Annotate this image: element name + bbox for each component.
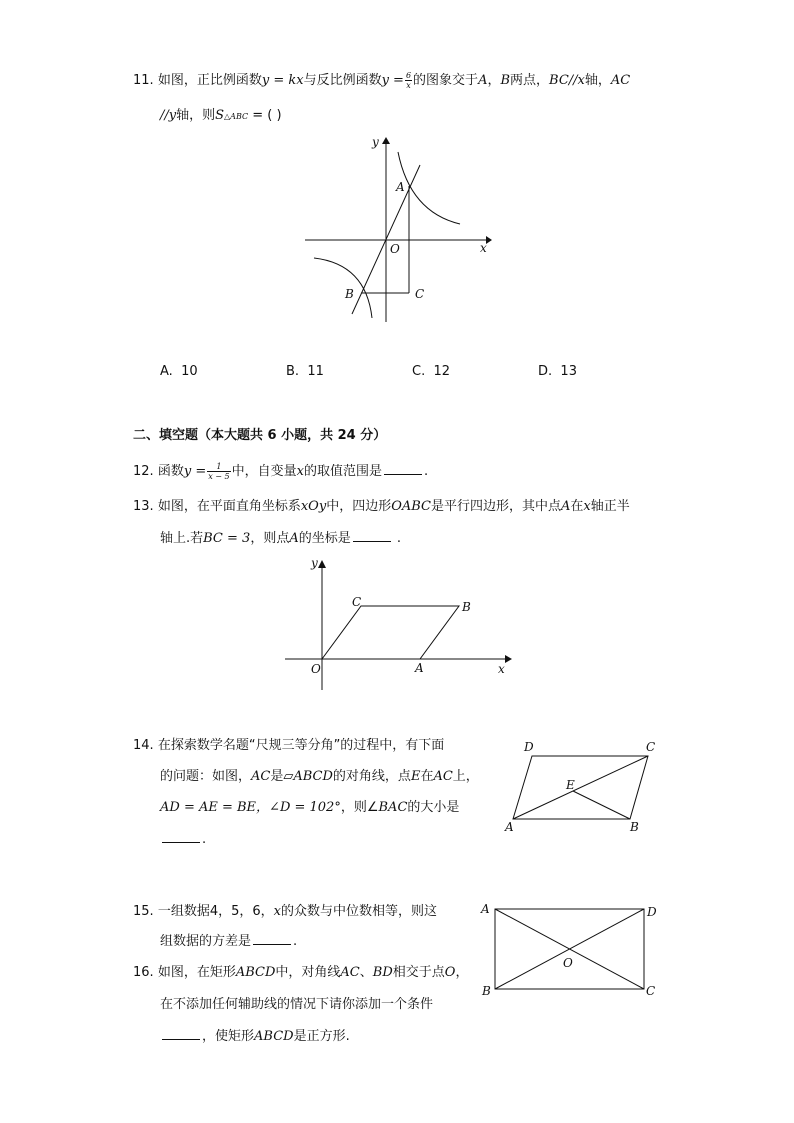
q13-label-a: A [415,661,424,675]
q13-line2: 轴上.若BC = 3，则点A的坐标是 . [160,531,402,546]
q16-line1: 16. 如图，在矩形ABCD中，对角线AC、BD相交于点O， [133,965,469,980]
q14-label-b: B [630,820,639,834]
q13-label-o: O [311,662,321,676]
q11-label-x: x [480,241,487,255]
q14-label-d: D [524,740,534,754]
q15-number: 15. [133,904,154,919]
q14-label-e: E [566,778,575,792]
q11-line1: 11. 如图，正比例函数y = kx与反比例函数y = $\frac{6}{x}$ 的图象交于A，B两点，BC//x轴，AC [133,71,631,90]
q15-line2: 组数据的方差是 . [160,934,298,949]
q12-number: 12. [133,464,154,479]
q14-label-c: C [646,740,656,754]
q13-number: 13. [133,499,154,514]
q12-line: 12. 函数y = $\frac{1}{x - 5}$ 中，自变量x的取值范围是 . [133,462,429,481]
q16-label-a: A [481,902,490,916]
q14-number: 14. [133,738,154,753]
q14-line2: 的问题：如图，AC是▱ABCD的对角线，点E在AC上， [160,769,479,784]
q12-fraction: $\frac{1}{x - 5}$ [208,462,230,481]
q13-label-x: x [498,662,505,676]
q11-label-a: A [396,180,405,194]
q16-label-o: O [563,956,573,970]
q16-line2: 在不添加任何辅助线的情况下请你添加一个条件 [160,997,434,1012]
q16-line3: ，使矩形ABCD是正方形. [160,1027,350,1047]
q11-option-a[interactable]: A. 10 [160,364,198,379]
q14-label-a: A [505,820,514,834]
q13-line1: 13. 如图，在平面直角坐标系xOy中，四边形OABC是平行四边形，其中点A在x轴正半 [133,499,630,514]
q16-label-c: C [646,984,656,998]
q14-line1: 14. 在探索数学名题“尺规三等分角”的过程中，有下面 [133,738,445,753]
q11-option-c[interactable]: C. 12 [412,364,451,379]
q16-number: 16. [133,965,154,980]
q14-line3: AD = AE = BE，∠D = 102°，则∠BAC的大小是 [160,800,460,815]
q11-label-y: y [372,135,379,149]
q11-label-o: O [390,242,400,256]
q11-label-b: B [345,287,354,301]
q14-line4: . [160,830,206,850]
q11-fraction: $\frac{6}{x}$ [405,71,412,90]
q15-line1: 15. 一组数据4，5，6，x的众数与中位数相等，则这 [133,904,438,919]
q11-number: 11. [133,73,154,88]
q13-label-y: y [311,556,318,570]
q11-option-b[interactable]: B. 11 [286,364,324,379]
q16-label-d: D [647,905,657,919]
q13-label-b: B [462,600,471,614]
q13-label-c: C [352,595,362,609]
q16-label-b: B [482,984,491,998]
q11-line2: //y轴，则S△ABC = ( ) [160,108,282,123]
q11-label-c: C [415,287,425,301]
q11-option-d[interactable]: D. 13 [538,364,577,379]
section-heading: 二、填空题（本大题共 6 小题，共 24 分） [133,428,387,443]
